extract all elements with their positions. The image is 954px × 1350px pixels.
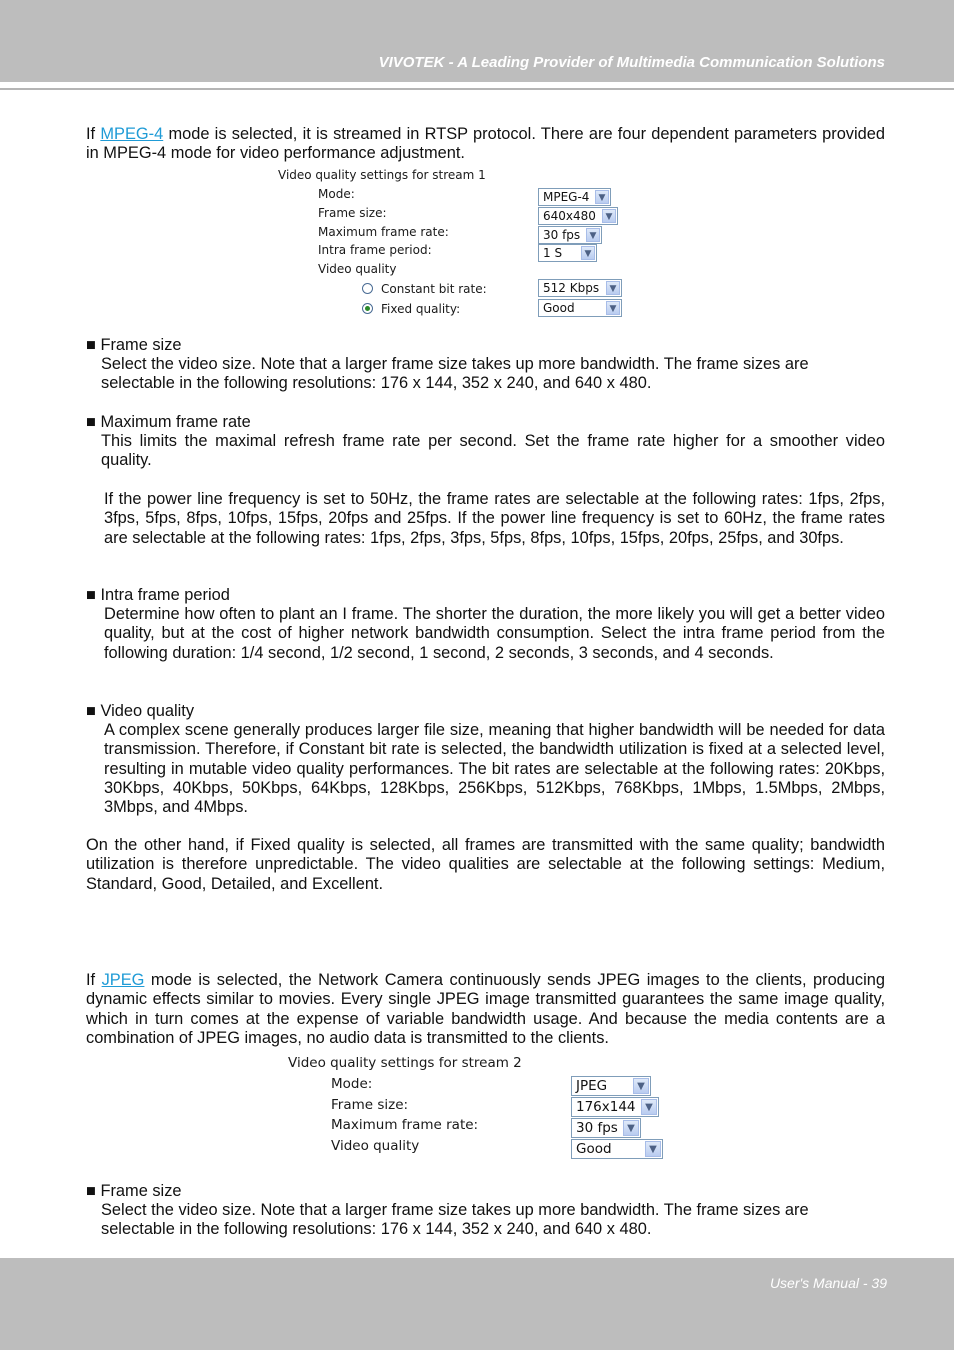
stream1-intra-period-label: Intra frame period: — [318, 243, 432, 257]
max-frame-rate-body-2: If the power line frequency is set to 50Hz, the frame rates are selectable at the following rates: 1fps, 2fps, 3fps, 5fps, 8fps, 10fps, 15fps, 20fps and 25fps. If the power line frequency is set to 60Hz, the frame rates are selectable at the following rates: 1fps, 2fps, 3fps, 5fps, 8fps, 10fps, 15fps, 20fps, 25fps, and 30fps. — [104, 490, 885, 547]
stream1-mode-select[interactable]: MPEG-4 ▼ — [538, 188, 611, 206]
chevron-down-icon: ▼ — [641, 1099, 657, 1115]
frame-size-body: Select the video size. Note that a larger frame size takes up more bandwidth. The frame sizes are selectable in the following resolutions: 176 x 144, 352 x 240, and 640 x 480. — [101, 355, 809, 393]
frame-size-body-2: Select the video size. Note that a larger frame size takes up more bandwidth. The frame sizes are selectable in the following resolutions: 176 x 144, 352 x 240, and 640 x 480. — [101, 1201, 809, 1239]
frame-size-heading: ■ Frame size — [86, 336, 182, 354]
header-title: VIVOTEK - A Leading Provider of Multimedia Communication Solutions — [378, 54, 885, 71]
page-footer — [0, 1258, 954, 1350]
max-frame-rate-body: This limits the maximal refresh frame rate per second. Set the frame rate higher for a smoother video quality. — [101, 432, 885, 470]
stream1-fixed-quality-select[interactable]: Good ▼ — [538, 299, 622, 317]
stream1-cbr-label: Constant bit rate: — [381, 282, 487, 296]
stream1-frame-size-select[interactable]: 640x480 ▼ — [538, 207, 618, 225]
stream2-max-frame-rate-select[interactable]: 30 fps ▼ — [571, 1118, 641, 1138]
stream1-fixed-label: Fixed quality: — [381, 302, 461, 316]
stream1-intra-period-select[interactable]: 1 S ▼ — [538, 244, 597, 262]
stream1-frame-size-label: Frame size: — [318, 206, 387, 220]
chevron-down-icon: ▼ — [581, 246, 595, 260]
page-number: User's Manual - 39 — [769, 1275, 887, 1291]
stream1-video-quality-label: Video quality — [318, 262, 397, 276]
jpeg-intro-paragraph: If JPEG mode is selected, the Network Camera continuously sends JPEG images to the clients, producing dynamic effects similar to movies. Every single JPEG image transmitted guarantees the same image quality, which in turn comes at the expense of variable bandwidth usage. And because the media contents are a combination of JPEG images, no audio data is transmitted to the clients. — [86, 971, 885, 1047]
stream1-max-frame-rate-label: Maximum frame rate: — [318, 225, 449, 239]
chevron-down-icon: ▼ — [633, 1078, 649, 1094]
chevron-down-icon: ▼ — [606, 281, 620, 295]
stream1-cbr-select[interactable]: 512 Kbps ▼ — [538, 279, 622, 297]
chevron-down-icon: ▼ — [595, 190, 609, 204]
intra-frame-period-body: Determine how often to plant an I frame. The shorter the duration, the more likely you will get a better video quality, but at the cost of higher network bandwidth consumption. Select the intra frame period from the following duration: 1/4 second, 1/2 second, 1 second, 2 seconds, 3 seconds, and 4 seconds. — [104, 605, 885, 662]
chevron-down-icon: ▼ — [602, 209, 616, 223]
intra-frame-period-heading: ■ Intra frame period — [86, 586, 230, 604]
video-quality-body-2: On the other hand, if Fixed quality is selected, all frames are transmitted with the same quality; bandwidth utilization is therefore unpredictable. The video qualities are selectable at the following settings: Medium, Standard, Good, Detailed, and Excellent. — [86, 836, 885, 893]
frame-size-heading-2: ■ Frame size — [86, 1182, 182, 1200]
stream2-video-quality-label: Video quality — [331, 1138, 420, 1154]
max-frame-rate-heading: ■ Maximum frame rate — [86, 413, 251, 431]
stream2-video-quality-select[interactable]: Good ▼ — [571, 1139, 663, 1159]
chevron-down-icon: ▼ — [623, 1120, 639, 1136]
video-quality-body: A complex scene generally produces larger file size, meaning that higher bandwidth will be needed for data transmission. Therefore, if Constant bit rate is selected, the bandwidth utilization is fixed at a selected level, resulting in mutable video quality performances. The bit rates are selectable at the following rates: 20Kbps, 30Kbps, 40Kbps, 50Kbps, 64Kbps, 128Kbps, 256Kbps, 512Kbps, 768Kbps, 1Mbps, 1.5Mbps, 2Mbps, 3Mbps, and 4Mbps. — [104, 721, 885, 817]
stream1-title: Video quality settings for stream 1 — [278, 168, 486, 182]
mpeg4-intro-paragraph: If MPEG-4 mode is selected, it is streamed in RTSP protocol. There are four dependent parameters provided in MPEG-4 mode for video performance adjustment. — [86, 125, 885, 163]
chevron-down-icon: ▼ — [606, 301, 620, 315]
chevron-down-icon: ▼ — [645, 1141, 661, 1157]
stream2-max-frame-rate-label: Maximum frame rate: — [331, 1117, 479, 1133]
stream2-frame-size-select[interactable]: 176x144 ▼ — [571, 1097, 659, 1117]
stream1-max-frame-rate-select[interactable]: 30 fps ▼ — [538, 226, 602, 244]
stream2-mode-select[interactable]: JPEG ▼ — [571, 1076, 651, 1096]
stream1-mode-label: Mode: — [318, 187, 355, 201]
chevron-down-icon: ▼ — [586, 228, 600, 242]
stream2-frame-size-label: Frame size: — [331, 1097, 409, 1113]
jpeg-link[interactable]: JPEG — [101, 971, 145, 989]
mpeg4-link[interactable]: MPEG-4 — [100, 125, 164, 143]
stream2-mode-label: Mode: — [331, 1076, 373, 1092]
stream2-title: Video quality settings for stream 2 — [288, 1055, 522, 1071]
video-quality-heading: ■ Video quality — [86, 702, 195, 720]
